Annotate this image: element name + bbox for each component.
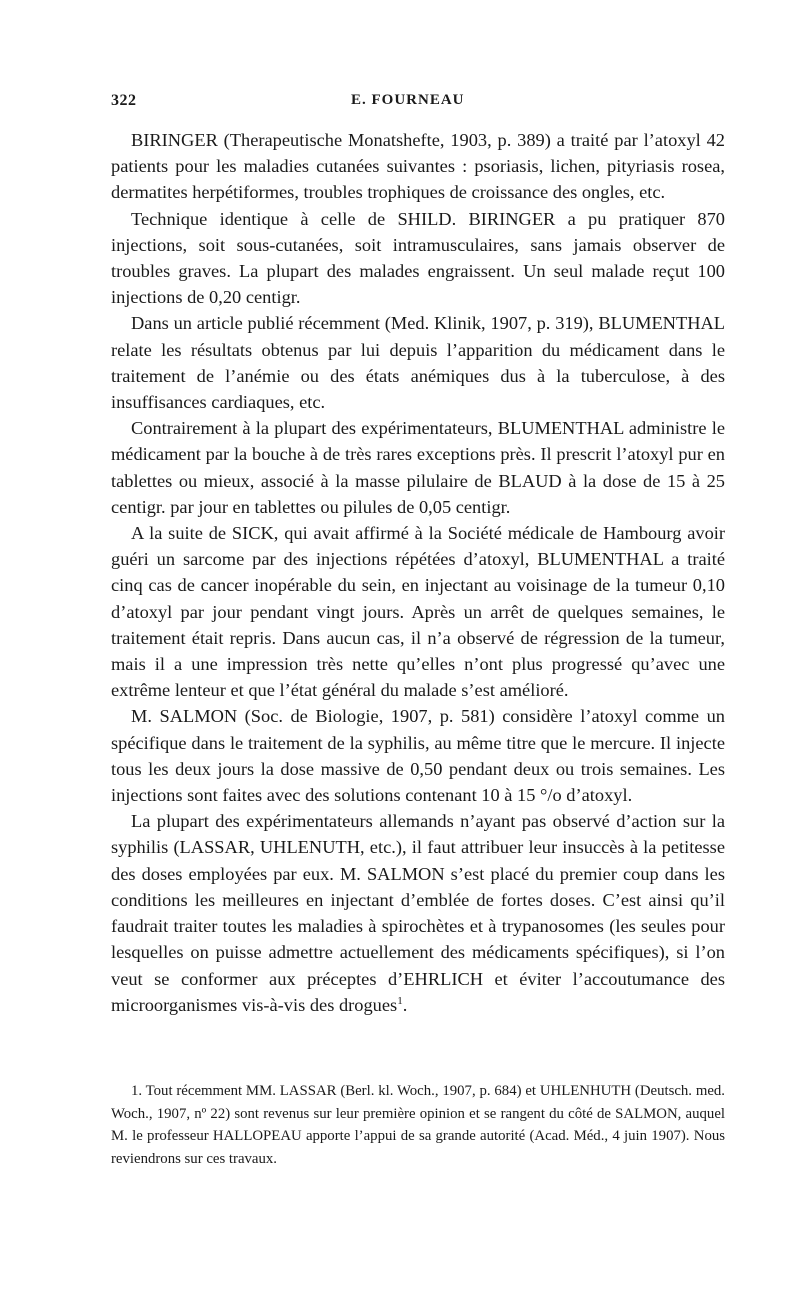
- footnotes: [111, 1080, 725, 1170]
- paragraph: Technique identique à celle de SHILD. BIRINGER a pu pratiquer 870 injections, soit sous-cutanées, soit intramusculaires, sans jamais observer de troubles graves. La plupart des malades engraissent. Un seul malade reçut 100 injections de 0,20 centigr.: [111, 208, 725, 308]
- footnote: 1. Tout récemment MM. LASSAR (Berl. kl. Woch., 1907, p. 684) et UHLENHUTH (Deutsch. med. Woch., 1907, nº 22) sont revenus sur leur première opinion et se rangent du côté de SALMON, auquel M. le professeur HALLOPEAU apporte l’appui de sa grande autorité (Acad. Méd., 4 juin 1907). Nous reviendrons sur ces travaux.: [111, 1083, 725, 1167]
- paragraph: A la suite de SICK, qui avait affirmé à la Société médicale de Hambourg avoir guéri un sarcome par des injections répétées d’atoxyl, BLUMENTHAL a traité cinq cas de cancer inopérable du sein, en injectant au voisinage de la tumeur 0,10 d’atoxyl par jour pendant vingt jours. Après un arrêt de quelques semaines, le traitement était repris. Dans aucun cas, il n’a observé de régression de la tumeur, mais il a une impression très nette qu’elles n’ont plus progressé qu’avec une extrême lenteur et que l’état général du malade s’est amélioré.: [111, 523, 725, 701]
- paragraph-text: La plupart des expérimentateurs allemands n’ayant pas observé d’action sur la syphilis (LASSAR, UHLENUTH, etc.), il faut attribuer leur insuccès à la petitesse des doses employées par eux. M. SALMON s’est placé du premier coup dans les conditions les meilleures en injectant d’emblée de fortes doses. C’est ainsi qu’il faudrait traiter toutes les maladies à spirochètes et à trypanosomes (les seules pour lesquelles on puisse admettre actuellement des médicaments spécifiques), si l’on veut se conformer aux préceptes d’EHRLICH et éviter l’accoutumance des microorganismes vis-à-vis des drogues: [111, 811, 725, 1015]
- body-text: [111, 127, 725, 1018]
- paragraph: BIRINGER (Therapeutische Monatshefte, 1903, p. 389) a traité par l’atoxyl 42 patients pour les maladies cutanées suivantes : psoriasis, lichen, pityriasis rosea, dermatites herpétiformes, troubles trophiques de croissance des ongles, etc.: [111, 130, 725, 203]
- running-head-author: E. FOURNEAU: [351, 92, 465, 108]
- paragraph: Dans un article publié récemment (Med. Klinik, 1907, p. 319), BLUMENTHAL relate les résultats obtenus par lui depuis l’apparition du médicament dans le traitement de l’anémie ou des états anémiques dus à la tuberculose, à des insuffisances cardiaques, etc.: [111, 313, 725, 413]
- paragraph: Contrairement à la plupart des expérimentateurs, BLUMENTHAL administre le médicament par la bouche à de très rares exceptions près. Il prescrit l’atoxyl pur en tablettes ou mieux, associé à la masse pilulaire de BLAUD à la dose de 15 à 25 centigr. par jour en tablettes ou pilules de 0,05 centigr.: [111, 418, 725, 517]
- paragraph-last: La plupart des expérimentateurs allemands n’ayant pas observé d’action sur la syphilis (LASSAR, UHLENUTH, etc.), il faut attribuer leur insuccès à la petitesse des doses employées par eux. M. SALMON s’est placé du premier coup dans les conditions les meilleures en injectant d’emblée de fortes doses. C’est ainsi qu’il faudrait traiter toutes les maladies à spirochètes et à trypanosomes (les seules pour lesquelles on puisse admettre actuellement des médicaments spécifiques), si l’on veut se conformer aux préceptes d’EHRLICH et éviter l’accoutumance des microorganismes vis-à-vis des drogues$^1$.: [111, 811, 725, 1015]
- paragraph: M. SALMON (Soc. de Biologie, 1907, p. 581) considère l’atoxyl comme un spécifique dans le traitement de la syphilis, au même titre que le mercure. Il injecte tous les deux jours la dose massive de 0,50 pendant deux ou trois semaines. Les injections sont faites avec des solutions contenant 10 à 15 °/o d’atoxyl.: [111, 706, 725, 806]
- page-number: 322: [111, 92, 137, 109]
- footnote-reference: 1: [397, 994, 403, 1007]
- running-head: [111, 92, 725, 116]
